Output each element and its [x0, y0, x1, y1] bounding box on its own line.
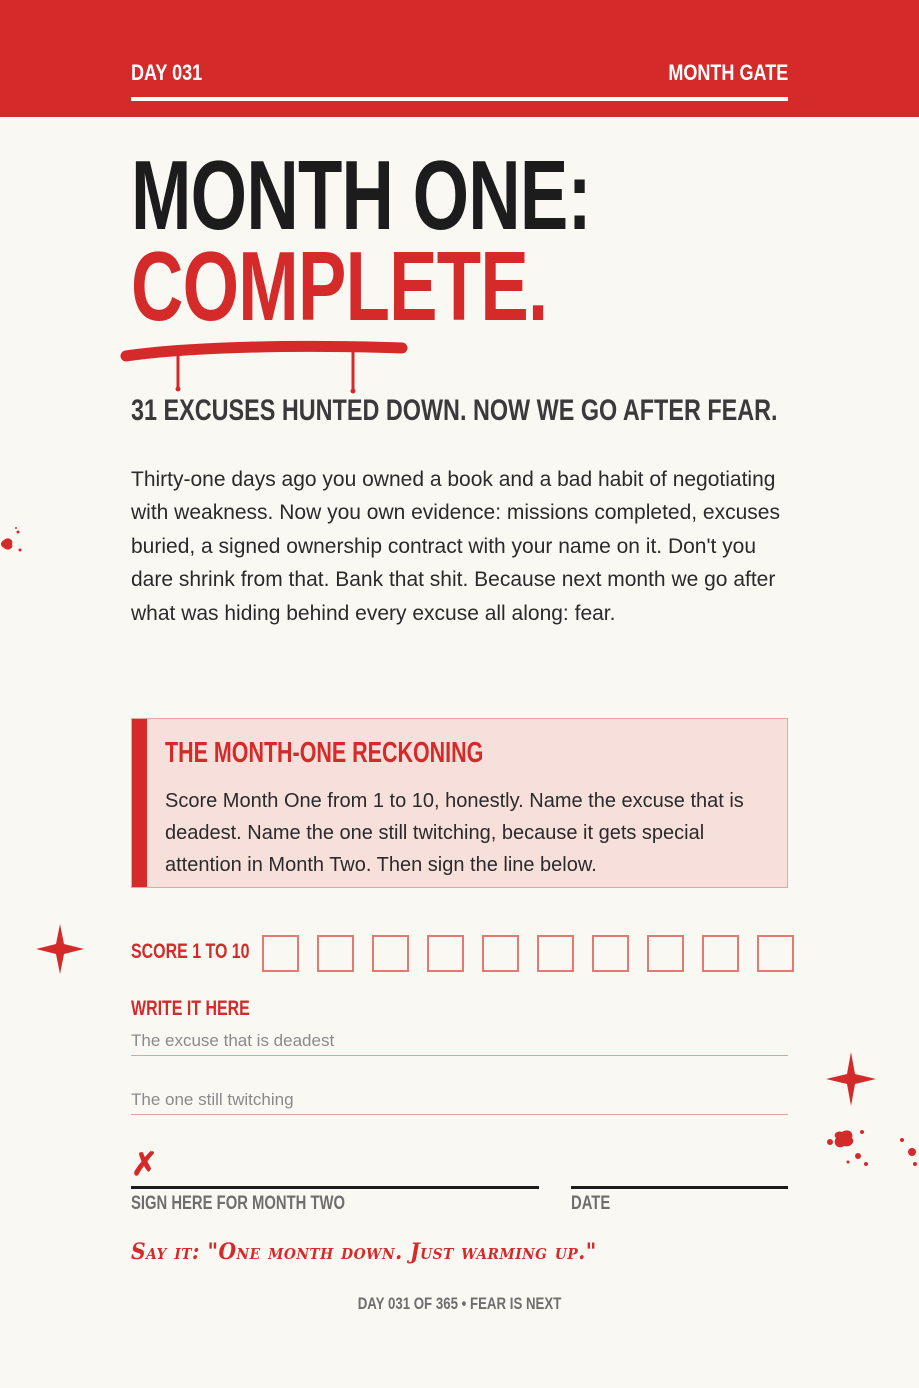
write-label: WRITE IT HERE	[131, 997, 250, 1020]
score-box-10[interactable]	[757, 935, 794, 972]
score-box-8[interactable]	[647, 935, 684, 972]
date-label: DATE	[571, 1193, 611, 1214]
reckoning-callout	[131, 718, 788, 888]
section-label: MONTH GATE	[668, 60, 788, 85]
score-box-2[interactable]	[317, 935, 354, 972]
score-box-6[interactable]	[537, 935, 574, 972]
paint-splatter-icon	[0, 524, 28, 558]
say-it-affirmation: Say it: "One month down. Just warming up."	[131, 1239, 597, 1265]
title-line-2: COMPLETE.	[131, 231, 548, 341]
header-bar	[0, 0, 919, 117]
score-box-4[interactable]	[427, 935, 464, 972]
date-line[interactable]	[571, 1186, 788, 1189]
signature-label: SIGN HERE FOR MONTH TWO	[131, 1193, 346, 1214]
footer-text: DAY 031 OF 365 • FEAR IS NEXT	[357, 1294, 562, 1313]
callout-title: THE MONTH-ONE RECKONING	[165, 737, 484, 769]
deadest-excuse-field[interactable]: The excuse that is deadest	[131, 1031, 788, 1056]
subheading: 31 EXCUSES HUNTED DOWN. NOW WE GO AFTER FEAR.	[131, 394, 778, 427]
signature-line[interactable]	[131, 1186, 539, 1189]
day-label: DAY 031	[131, 60, 203, 85]
score-box-7[interactable]	[592, 935, 629, 972]
paint-splatter-icon	[822, 1122, 919, 1172]
score-box-1[interactable]	[262, 935, 299, 972]
sparkle-icon	[36, 924, 84, 974]
body-paragraph: Thirty-one days ago you owned a book and a bad habit of negotiating with weakness. Now you own evidence: missions completed, excuses buried, a signed ownership contract with your name on it. Don't you dare shrink from that. Bank that shit. Because next month we go after what was hiding behind every excuse all along: fear.	[131, 468, 780, 625]
score-box-9[interactable]	[702, 935, 739, 972]
score-label: SCORE 1 TO 10	[131, 940, 250, 963]
callout-accent-bar	[132, 719, 147, 887]
header-rule	[131, 97, 788, 101]
twitching-excuse-field[interactable]: The one still twitching	[131, 1090, 788, 1115]
score-boxes	[262, 935, 794, 972]
callout-text: Score Month One from 1 to 10, honestly. Name the excuse that is deadest. Name the one still twitching, because it gets special attention in Month Two. Then sign the line below.	[165, 790, 744, 876]
score-box-3[interactable]	[372, 935, 409, 972]
page-footer	[0, 1294, 919, 1314]
signature-x-mark: ✗	[131, 1146, 158, 1182]
score-box-5[interactable]	[482, 935, 519, 972]
brush-underline	[120, 338, 420, 398]
title-line-1: MONTH ONE:	[131, 140, 591, 250]
sparkle-icon	[826, 1052, 876, 1106]
